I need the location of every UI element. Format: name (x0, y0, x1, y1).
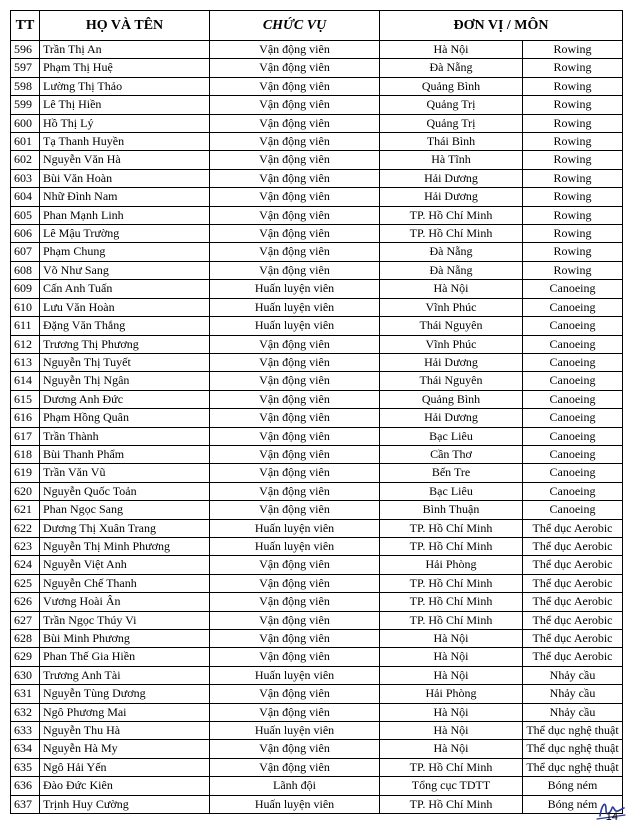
cell-sport: Thể dục Aerobic (523, 630, 623, 648)
cell-sport: Rowing (523, 77, 623, 95)
cell-name: Phan Thế Gia Hiền (40, 648, 210, 666)
cell-unit: Bến Tre (380, 464, 523, 482)
cell-unit: Hà Nội (380, 648, 523, 666)
cell-tt: 614 (11, 372, 40, 390)
cell-title: Vận động viên (210, 445, 380, 463)
cell-sport: Thể dục Aerobic (523, 519, 623, 537)
cell-name: Đào Đức Kiên (40, 777, 210, 795)
cell-unit: Thái Nguyên (380, 372, 523, 390)
cell-title: Vận động viên (210, 501, 380, 519)
cell-sport: Thể dục Aerobic (523, 556, 623, 574)
cell-sport: Canoeing (523, 482, 623, 500)
cell-title: Vận động viên (210, 758, 380, 776)
cell-name: Phan Ngọc Sang (40, 501, 210, 519)
table-row (11, 243, 623, 261)
cell-title: Vận động viên (210, 261, 380, 279)
cell-tt: 619 (11, 464, 40, 482)
cell-unit: Bình Thuận (380, 501, 523, 519)
cell-title: Vận động viên (210, 390, 380, 408)
cell-title: Vận động viên (210, 464, 380, 482)
table-row (11, 666, 623, 684)
cell-name: Trần Thành (40, 427, 210, 445)
cell-unit: Hà Nội (380, 722, 523, 740)
cell-unit: Bạc Liêu (380, 427, 523, 445)
table-row (11, 445, 623, 463)
cell-name: Trần Thị An (40, 41, 210, 59)
cell-name: Nguyễn Thu Hà (40, 722, 210, 740)
cell-title: Vận động viên (210, 96, 380, 114)
cell-name: Phan Mạnh Linh (40, 206, 210, 224)
cell-sport: Bóng ném (523, 777, 623, 795)
cell-title: Vận động viên (210, 206, 380, 224)
cell-sport: Thể dục Aerobic (523, 574, 623, 592)
table-row (11, 151, 623, 169)
cell-tt: 635 (11, 758, 40, 776)
cell-unit: Hải Dương (380, 353, 523, 371)
cell-name: Lường Thị Thảo (40, 77, 210, 95)
cell-title: Vận động viên (210, 556, 380, 574)
cell-name: Bùi Thanh Phẩm (40, 445, 210, 463)
cell-tt: 633 (11, 722, 40, 740)
cell-name: Nguyễn Chế Thanh (40, 574, 210, 592)
table-row (11, 317, 623, 335)
cell-name: Lê Mậu Trường (40, 225, 210, 243)
cell-name: Phạm Thị Huệ (40, 59, 210, 77)
cell-unit: TP. Hồ Chí Minh (380, 206, 523, 224)
cell-sport: Canoeing (523, 464, 623, 482)
table-row (11, 169, 623, 187)
cell-sport: Rowing (523, 261, 623, 279)
cell-tt: 605 (11, 206, 40, 224)
table-row (11, 795, 623, 813)
cell-sport: Canoeing (523, 372, 623, 390)
cell-sport: Rowing (523, 169, 623, 187)
cell-name: Trương Thị Phương (40, 335, 210, 353)
cell-name: Nguyễn Việt Anh (40, 556, 210, 574)
cell-unit: Hà Nội (380, 666, 523, 684)
cell-title: Vận động viên (210, 574, 380, 592)
cell-tt: 622 (11, 519, 40, 537)
cell-title: Vận động viên (210, 59, 380, 77)
table-row (11, 519, 623, 537)
cell-unit: Hà Tĩnh (380, 151, 523, 169)
cell-sport: Nhảy cầu (523, 703, 623, 721)
cell-title: Vận động viên (210, 243, 380, 261)
table-row (11, 41, 623, 59)
cell-title: Vận động viên (210, 630, 380, 648)
cell-title: Vận động viên (210, 482, 380, 500)
table-row (11, 280, 623, 298)
cell-sport: Canoeing (523, 390, 623, 408)
cell-sport: Canoeing (523, 501, 623, 519)
cell-tt: 628 (11, 630, 40, 648)
header-row (11, 11, 623, 41)
cell-sport: Thể dục Aerobic (523, 537, 623, 555)
cell-tt: 606 (11, 225, 40, 243)
cell-tt: 618 (11, 445, 40, 463)
cell-tt: 596 (11, 41, 40, 59)
cell-sport: Rowing (523, 133, 623, 151)
cell-title: Vận động viên (210, 114, 380, 132)
cell-sport: Canoeing (523, 409, 623, 427)
cell-title: Vận động viên (210, 703, 380, 721)
table-row (11, 409, 623, 427)
table-row (11, 225, 623, 243)
table-row (11, 777, 623, 795)
table-row (11, 574, 623, 592)
cell-unit: Quảng Trị (380, 96, 523, 114)
roster-table (10, 10, 623, 814)
cell-title: Huấn luyện viên (210, 317, 380, 335)
table-row (11, 133, 623, 151)
cell-sport: Nhảy cầu (523, 685, 623, 703)
table-row (11, 593, 623, 611)
cell-sport: Canoeing (523, 353, 623, 371)
cell-name: Bùi Minh Phương (40, 630, 210, 648)
cell-title: Vận động viên (210, 225, 380, 243)
cell-tt: 597 (11, 59, 40, 77)
cell-title: Lãnh đội (210, 777, 380, 795)
cell-tt: 610 (11, 298, 40, 316)
cell-tt: 604 (11, 188, 40, 206)
cell-tt: 612 (11, 335, 40, 353)
cell-name: Trần Văn Vũ (40, 464, 210, 482)
cell-unit: Hà Nội (380, 703, 523, 721)
cell-name: Nguyễn Quốc Toản (40, 482, 210, 500)
cell-title: Vận động viên (210, 335, 380, 353)
cell-sport: Nhảy cầu (523, 666, 623, 684)
table-row (11, 501, 623, 519)
cell-tt: 613 (11, 353, 40, 371)
cell-title: Huấn luyện viên (210, 280, 380, 298)
cell-tt: 627 (11, 611, 40, 629)
cell-tt: 598 (11, 77, 40, 95)
cell-sport: Rowing (523, 41, 623, 59)
cell-unit: Vĩnh Phúc (380, 335, 523, 353)
cell-name: Dương Anh Đức (40, 390, 210, 408)
table-row (11, 482, 623, 500)
table-row (11, 648, 623, 666)
cell-tt: 615 (11, 390, 40, 408)
cell-sport: Bóng ném (523, 795, 623, 813)
cell-tt: 629 (11, 648, 40, 666)
cell-name: Võ Như Sang (40, 261, 210, 279)
cell-title: Vận động viên (210, 169, 380, 187)
cell-unit: Cần Thơ (380, 445, 523, 463)
cell-sport: Rowing (523, 206, 623, 224)
table-row (11, 390, 623, 408)
cell-sport: Thể dục nghệ thuật (523, 722, 623, 740)
cell-sport: Canoeing (523, 427, 623, 445)
cell-sport: Rowing (523, 59, 623, 77)
cell-name: Trương Anh Tài (40, 666, 210, 684)
table-row (11, 188, 623, 206)
cell-sport: Rowing (523, 114, 623, 132)
table-row (11, 114, 623, 132)
cell-title: Vận động viên (210, 427, 380, 445)
cell-sport: Canoeing (523, 335, 623, 353)
cell-sport: Rowing (523, 96, 623, 114)
cell-sport: Thể dục nghệ thuật (523, 758, 623, 776)
cell-title: Huấn luyện viên (210, 519, 380, 537)
cell-unit: Đà Nẵng (380, 59, 523, 77)
cell-sport: Canoeing (523, 280, 623, 298)
page-number: 14 (605, 811, 618, 823)
table-row (11, 611, 623, 629)
cell-tt: 634 (11, 740, 40, 758)
cell-unit: Thái Nguyên (380, 317, 523, 335)
table-row (11, 556, 623, 574)
cell-sport: Rowing (523, 188, 623, 206)
cell-tt: 631 (11, 685, 40, 703)
cell-unit: Hà Nội (380, 280, 523, 298)
table-row (11, 96, 623, 114)
cell-unit: TP. Hồ Chí Minh (380, 574, 523, 592)
cell-unit: Hải Dương (380, 409, 523, 427)
cell-tt: 621 (11, 501, 40, 519)
cell-unit: Thái Bình (380, 133, 523, 151)
table-row (11, 206, 623, 224)
cell-title: Vận động viên (210, 151, 380, 169)
table-row (11, 298, 623, 316)
table-row (11, 758, 623, 776)
cell-tt: 608 (11, 261, 40, 279)
cell-name: Dương Thị Xuân Trang (40, 519, 210, 537)
cell-unit: Quảng Trị (380, 114, 523, 132)
table-row (11, 537, 623, 555)
cell-title: Vận động viên (210, 188, 380, 206)
cell-title: Huấn luyện viên (210, 666, 380, 684)
cell-tt: 623 (11, 537, 40, 555)
cell-name: Trần Ngọc Thúy Vi (40, 611, 210, 629)
cell-tt: 626 (11, 593, 40, 611)
cell-unit: TP. Hồ Chí Minh (380, 537, 523, 555)
table-row (11, 722, 623, 740)
cell-sport: Rowing (523, 243, 623, 261)
cell-name: Lưu Văn Hoàn (40, 298, 210, 316)
cell-sport: Thể dục Aerobic (523, 648, 623, 666)
cell-tt: 601 (11, 133, 40, 151)
cell-unit: Quảng Bình (380, 390, 523, 408)
cell-title: Vận động viên (210, 133, 380, 151)
cell-unit: TP. Hồ Chí Minh (380, 225, 523, 243)
cell-title: Vận động viên (210, 353, 380, 371)
table-row (11, 261, 623, 279)
cell-tt: 602 (11, 151, 40, 169)
header-tt: TT (11, 11, 40, 41)
cell-name: Hồ Thị Lý (40, 114, 210, 132)
table-row (11, 372, 623, 390)
cell-unit: Đà Nẵng (380, 261, 523, 279)
cell-name: Vương Hoài Ân (40, 593, 210, 611)
cell-title: Vận động viên (210, 77, 380, 95)
cell-sport: Thể dục Aerobic (523, 611, 623, 629)
cell-unit: Hà Nội (380, 740, 523, 758)
cell-title: Vận động viên (210, 409, 380, 427)
cell-sport: Canoeing (523, 445, 623, 463)
cell-unit: Hà Nội (380, 630, 523, 648)
cell-name: Lê Thị Hiền (40, 96, 210, 114)
cell-name: Nguyễn Hà My (40, 740, 210, 758)
table-row (11, 740, 623, 758)
cell-name: Nguyễn Thị Tuyết (40, 353, 210, 371)
cell-sport: Thể dục nghệ thuật (523, 740, 623, 758)
cell-sport: Thể dục Aerobic (523, 593, 623, 611)
header-unit-sport: ĐƠN VỊ / MÔN (380, 11, 623, 41)
cell-tt: 616 (11, 409, 40, 427)
cell-name: Ngô Phương Mai (40, 703, 210, 721)
cell-name: Đặng Văn Thắng (40, 317, 210, 335)
cell-name: Nguyễn Thị Ngân (40, 372, 210, 390)
cell-unit: Bạc Liêu (380, 482, 523, 500)
cell-unit: TP. Hồ Chí Minh (380, 795, 523, 813)
cell-tt: 637 (11, 795, 40, 813)
roster-body (11, 41, 623, 814)
cell-tt: 625 (11, 574, 40, 592)
cell-name: Nhữ Đình Nam (40, 188, 210, 206)
cell-name: Nguyễn Tùng Dương (40, 685, 210, 703)
cell-tt: 630 (11, 666, 40, 684)
cell-tt: 636 (11, 777, 40, 795)
cell-sport: Canoeing (523, 298, 623, 316)
cell-name: Trịnh Huy Cường (40, 795, 210, 813)
table-row (11, 464, 623, 482)
cell-title: Huấn luyện viên (210, 795, 380, 813)
cell-unit: TP. Hồ Chí Minh (380, 519, 523, 537)
cell-unit: Vĩnh Phúc (380, 298, 523, 316)
cell-unit: TP. Hồ Chí Minh (380, 593, 523, 611)
cell-unit: Tổng cục TDTT (380, 777, 523, 795)
cell-unit: Hà Nội (380, 41, 523, 59)
cell-name: Bùi Văn Hoàn (40, 169, 210, 187)
cell-unit: Quảng Bình (380, 77, 523, 95)
table-row (11, 685, 623, 703)
cell-name: Nguyễn Thị Minh Phương (40, 537, 210, 555)
cell-unit: Hải Dương (380, 169, 523, 187)
table-row (11, 353, 623, 371)
cell-unit: Hải Phòng (380, 685, 523, 703)
cell-title: Vận động viên (210, 648, 380, 666)
cell-tt: 617 (11, 427, 40, 445)
cell-name: Ngô Hải Yến (40, 758, 210, 776)
header-title: CHỨC VỤ (210, 11, 380, 41)
cell-name: Tạ Thanh Huyền (40, 133, 210, 151)
cell-title: Vận động viên (210, 593, 380, 611)
cell-name: Phạm Hồng Quân (40, 409, 210, 427)
cell-title: Huấn luyện viên (210, 722, 380, 740)
cell-title: Vận động viên (210, 740, 380, 758)
cell-tt: 607 (11, 243, 40, 261)
cell-unit: Hải Dương (380, 188, 523, 206)
cell-tt: 603 (11, 169, 40, 187)
cell-unit: Đà Nẵng (380, 243, 523, 261)
cell-sport: Rowing (523, 151, 623, 169)
cell-tt: 632 (11, 703, 40, 721)
table-row (11, 77, 623, 95)
cell-tt: 600 (11, 114, 40, 132)
cell-tt: 611 (11, 317, 40, 335)
table-row (11, 427, 623, 445)
cell-tt: 599 (11, 96, 40, 114)
cell-unit: TP. Hồ Chí Minh (380, 611, 523, 629)
cell-title: Vận động viên (210, 611, 380, 629)
cell-title: Huấn luyện viên (210, 298, 380, 316)
cell-unit: Hải Phòng (380, 556, 523, 574)
cell-tt: 609 (11, 280, 40, 298)
table-row (11, 59, 623, 77)
cell-tt: 624 (11, 556, 40, 574)
header-name: HỌ VÀ TÊN (40, 11, 210, 41)
cell-name: Nguyễn Văn Hà (40, 151, 210, 169)
cell-title: Vận động viên (210, 685, 380, 703)
cell-title: Huấn luyện viên (210, 537, 380, 555)
cell-tt: 620 (11, 482, 40, 500)
cell-unit: TP. Hồ Chí Minh (380, 758, 523, 776)
cell-sport: Rowing (523, 225, 623, 243)
cell-title: Vận động viên (210, 372, 380, 390)
cell-name: Phạm Chung (40, 243, 210, 261)
table-row (11, 630, 623, 648)
table-row (11, 703, 623, 721)
cell-sport: Canoeing (523, 317, 623, 335)
cell-title: Vận động viên (210, 41, 380, 59)
table-row (11, 335, 623, 353)
cell-name: Cấn Anh Tuấn (40, 280, 210, 298)
